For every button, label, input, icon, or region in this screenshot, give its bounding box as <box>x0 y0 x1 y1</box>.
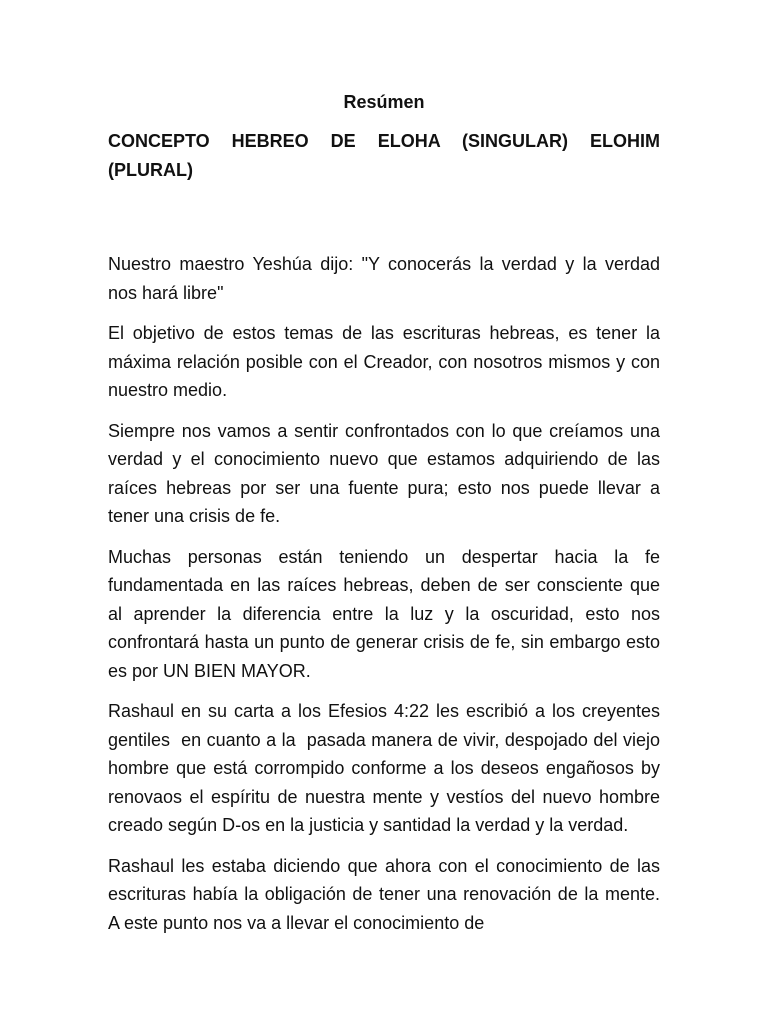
document-title: Resúmen <box>343 92 425 112</box>
paragraph-2: El objetivo de estos temas de las escrituras hebreas, es tener la máxima relación posible con el Creador, con nosotros mismos y con nuestro medio. <box>108 323 666 400</box>
paragraph-5: Rashaul en su carta a los Efesios 4:22 les escribió a los creyentes gentiles en cuanto a la pasada manera de vivir, despojado del viejo hombre que está corrompido conforme a los deseos engañosos by renovaos el espíritu de nuestra mente y vestíos del nuevo hombre creado según D-os en la justicia y santidad la verdad y la verdad. <box>108 701 666 835</box>
paragraph-6: Rashaul les estaba diciendo que ahora con el conocimiento de las escrituras había la obligación de tener una renovación de la mente. A este punto nos va a llevar el conocimiento de <box>108 855 666 933</box>
document-heading: CONCEPTO HEBREO DE ELOHA (SINGULAR) ELOHIM (PLURAL) <box>108 131 660 180</box>
paragraph-1: Nuestro maestro Yeshúa dijo: "Y conocerás la verdad y la verdad nos hará libre" <box>108 254 666 303</box>
document-page <box>108 88 666 949</box>
paragraph-3: Siempre nos vamos a sentir confrontados con lo que creíamos una verdad y el conocimiento nuevo que estamos adquiriendo de las raíces hebreas por ser una fuente pura; esto nos puede llevar a tener una crisis de fe. <box>108 420 666 526</box>
paragraph-4: Muchas personas están teniendo un despertar hacia la fe fundamentada en las raíces hebreas, deben de ser consciente que al aprender la diferencia entre la luz y la oscuridad, esto nos confrontará hasta un punto de generar crisis de fe, sin embargo esto es por UN BIEN MAYOR. <box>108 546 666 681</box>
